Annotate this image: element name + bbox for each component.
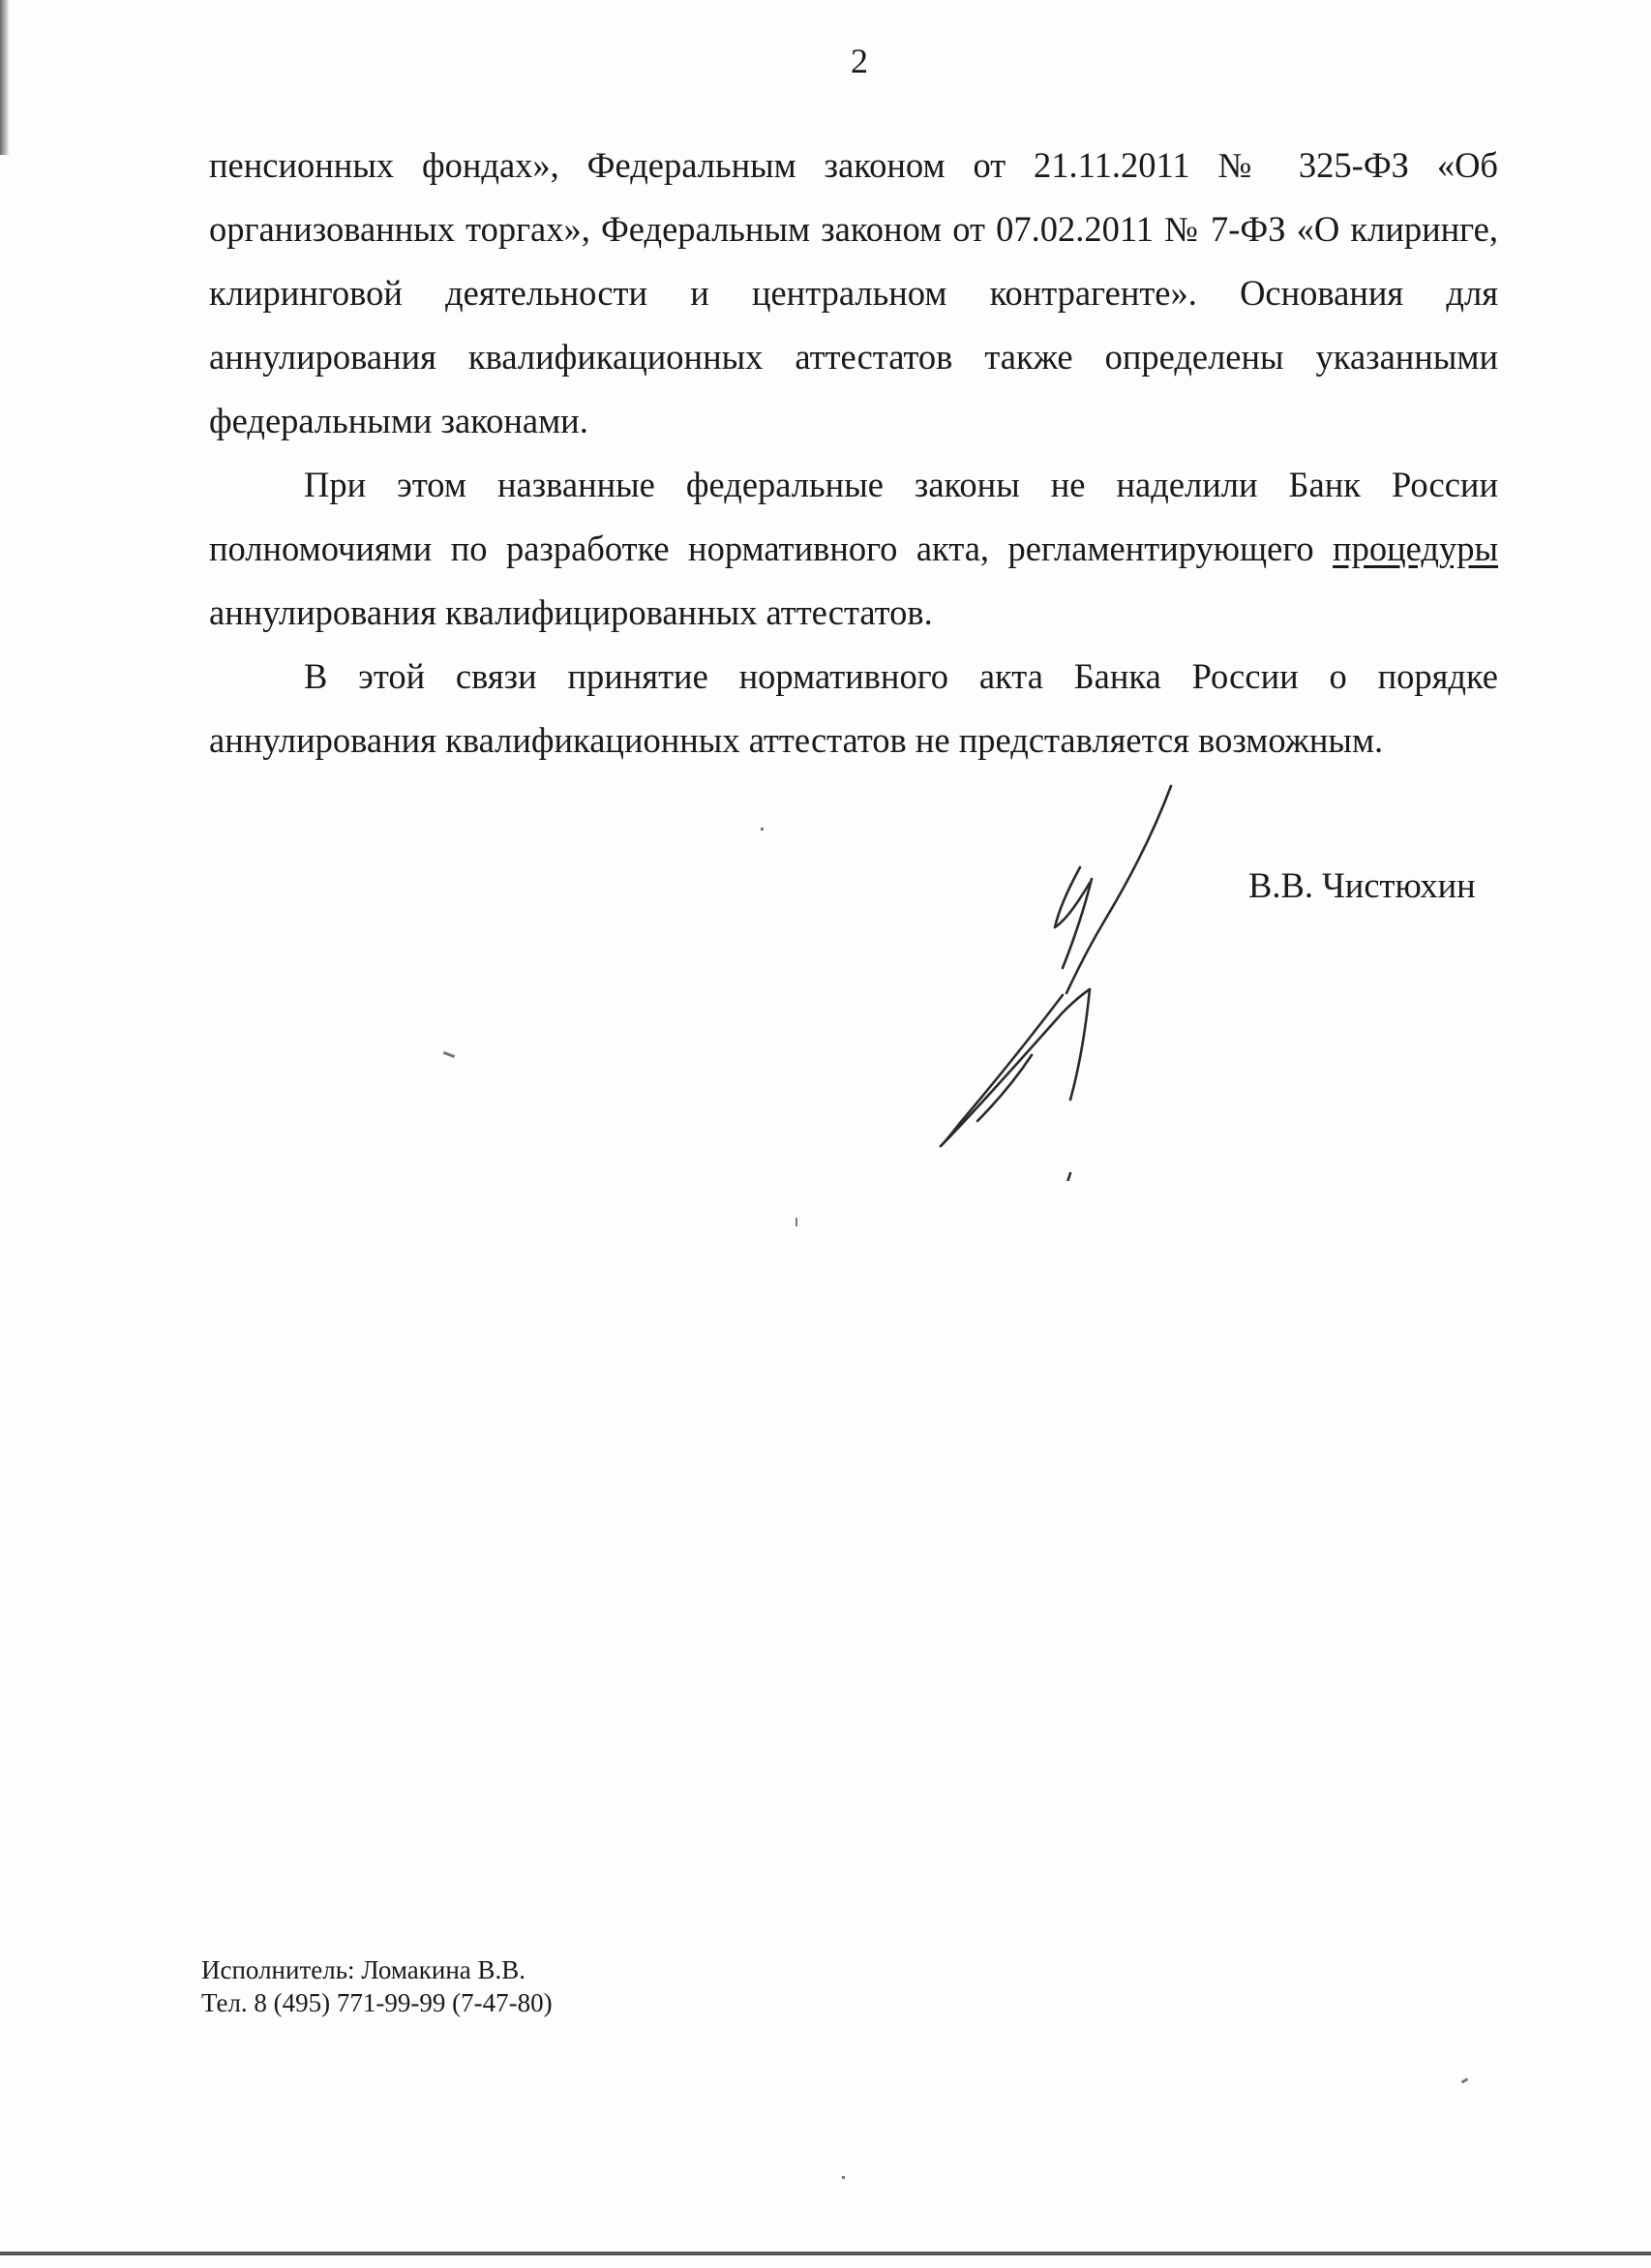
paragraph-authority xyxy=(209,453,1498,645)
letter-body xyxy=(209,134,1498,772)
executor-info xyxy=(201,1953,553,2019)
scan-shadow-bottom xyxy=(0,2252,1651,2255)
executor-name: Исполнитель: Ломакина В.В. xyxy=(201,1955,526,1984)
underlined-word: процедуры xyxy=(1333,529,1498,568)
executor-phone: Тел. 8 (495) 771-99-99 (7-47-80) xyxy=(201,1988,553,2017)
scan-speck xyxy=(1461,2077,1469,2083)
signer-name: В.В. Чистюхин xyxy=(1248,865,1476,905)
scan-speck xyxy=(761,828,764,831)
page-number: 2 xyxy=(851,42,868,80)
scan-speck xyxy=(443,1051,455,1058)
handwritten-signature xyxy=(900,774,1190,1181)
paragraph-authority-tail: аннулирования квалифицированных аттестатов. xyxy=(209,592,933,632)
scan-speck xyxy=(795,1218,797,1226)
paragraph-conclusion: В этой связи принятие нормативного акта Банка России о порядке аннулирования квалификационных аттестатов не представляется возможным. xyxy=(209,656,1498,760)
paragraph-continuation: пенсионных фондах», Федеральным законом от 21.11.2011 № 325-ФЗ «Об организованных торгах», Федеральным законом от 07.02.2011 № 7-ФЗ «О клиринге, клиринговой деятельности и центральном контрагенте». Основания для аннулирования квалификационных аттестатов также определены указанными федеральными законами. xyxy=(209,145,1498,440)
paragraph-authority-text: При этом названные федеральные законы не наделили Банк России полномочиями по разработке нормативного акта, регламентирующего xyxy=(209,465,1498,568)
scan-speck xyxy=(842,2176,845,2179)
